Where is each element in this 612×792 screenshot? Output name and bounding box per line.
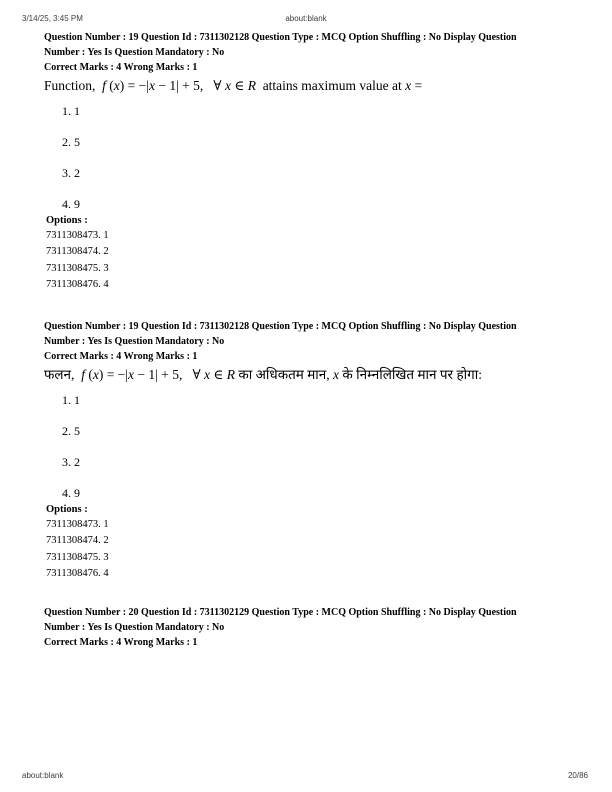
question-text-segment: = xyxy=(411,78,423,93)
question-text-segment: ) = −| xyxy=(119,78,149,93)
question-text-segment: का अधिकतम मान, xyxy=(234,367,334,382)
option-id: 7311308475. 3 xyxy=(46,551,109,563)
question-text xyxy=(44,75,572,96)
choice-item: 4. 9 xyxy=(62,197,80,211)
question-text-segment: ∈ xyxy=(209,367,227,382)
choice-list xyxy=(62,104,572,211)
question-text-segment: ( xyxy=(105,78,114,93)
options-label: Options : xyxy=(46,215,88,226)
choice-list xyxy=(62,393,572,500)
option-id: 7311308474. 2 xyxy=(46,246,109,258)
question-meta-line: Number : Yes Is Question Mandatory : No xyxy=(44,47,225,58)
question-meta-line: Number : Yes Is Question Mandatory : No xyxy=(44,622,225,633)
question-text-segment: x xyxy=(224,78,231,93)
question-text-segment: x xyxy=(113,78,120,93)
question-text-segment: Function, xyxy=(44,78,103,93)
choice-item: 2. 5 xyxy=(62,424,80,438)
question-text xyxy=(44,364,572,385)
option-id: 7311308473. 1 xyxy=(46,519,109,530)
print-footer-url: about:blank xyxy=(22,771,64,780)
print-header-datetime: 3/14/25, 3:45 PM xyxy=(22,14,83,23)
question-text-segment: attains maximum value at xyxy=(255,78,406,93)
question-marks: Correct Marks : 4 Wrong Marks : 1 xyxy=(44,62,198,73)
question-text-segment: ( xyxy=(84,367,93,382)
question-text-segment: x xyxy=(92,367,99,382)
question-text-segment: f xyxy=(81,367,85,382)
question-text-segment: के निम्नलिखित मान पर होगा: xyxy=(339,367,482,382)
question-marks: Correct Marks : 4 Wrong Marks : 1 xyxy=(44,637,198,648)
question-marks: Correct Marks : 4 Wrong Marks : 1 xyxy=(44,351,198,362)
option-id: 7311308473. 1 xyxy=(46,230,109,241)
print-header-title: about:blank xyxy=(285,14,327,23)
question-text-segment: x xyxy=(333,367,340,382)
choice-item: 1. 1 xyxy=(62,393,80,407)
question-text-segment: x xyxy=(203,367,210,382)
options-label: Options : xyxy=(46,504,88,515)
question-text-segment: x xyxy=(148,78,155,93)
choice-item: 2. 5 xyxy=(62,135,80,149)
question-block-20 xyxy=(44,605,572,650)
question-text-segment: ∈ xyxy=(230,78,248,93)
choice-item: 4. 9 xyxy=(62,486,80,500)
question-text-segment: x xyxy=(128,367,135,382)
question-text-segment: R xyxy=(226,367,235,382)
question-meta-line: Question Number : 20 Question Id : 7311302129 Question Type : MCQ Option Shuffling : No Display Question xyxy=(44,607,517,618)
question-text-segment: ∀ xyxy=(192,367,204,382)
question-text-segment: ) = −| xyxy=(98,367,129,382)
option-id: 7311308474. 2 xyxy=(46,535,109,547)
question-meta-line: Question Number : 19 Question Id : 7311302128 Question Type : MCQ Option Shuffling : No Display Question xyxy=(44,321,517,332)
option-id: 7311308476. 4 xyxy=(46,568,109,580)
question-meta-line: Question Number : 19 Question Id : 7311302128 Question Type : MCQ Option Shuffling : No Display Question xyxy=(44,32,517,43)
question-block-19-english xyxy=(44,30,572,294)
question-text-segment: f xyxy=(102,78,106,93)
print-footer-page-number: 20/86 xyxy=(567,771,588,780)
question-meta-line: Number : Yes Is Question Mandatory : No xyxy=(44,336,225,347)
question-text-segment: x xyxy=(405,78,412,93)
option-id: 7311308475. 3 xyxy=(46,262,109,274)
question-text-segment: ∀ xyxy=(213,78,225,93)
question-text-segment: − 1| + 5, xyxy=(134,367,193,382)
choice-item: 1. 1 xyxy=(62,104,80,118)
question-text-segment: R xyxy=(247,78,256,93)
question-block-19-hindi xyxy=(44,319,572,583)
question-text-segment: फलन, xyxy=(44,367,82,382)
choice-item: 3. 2 xyxy=(62,166,80,180)
option-id: 7311308476. 4 xyxy=(46,279,109,291)
question-text-segment: − 1| + 5, xyxy=(154,78,214,93)
choice-item: 3. 2 xyxy=(62,455,80,469)
